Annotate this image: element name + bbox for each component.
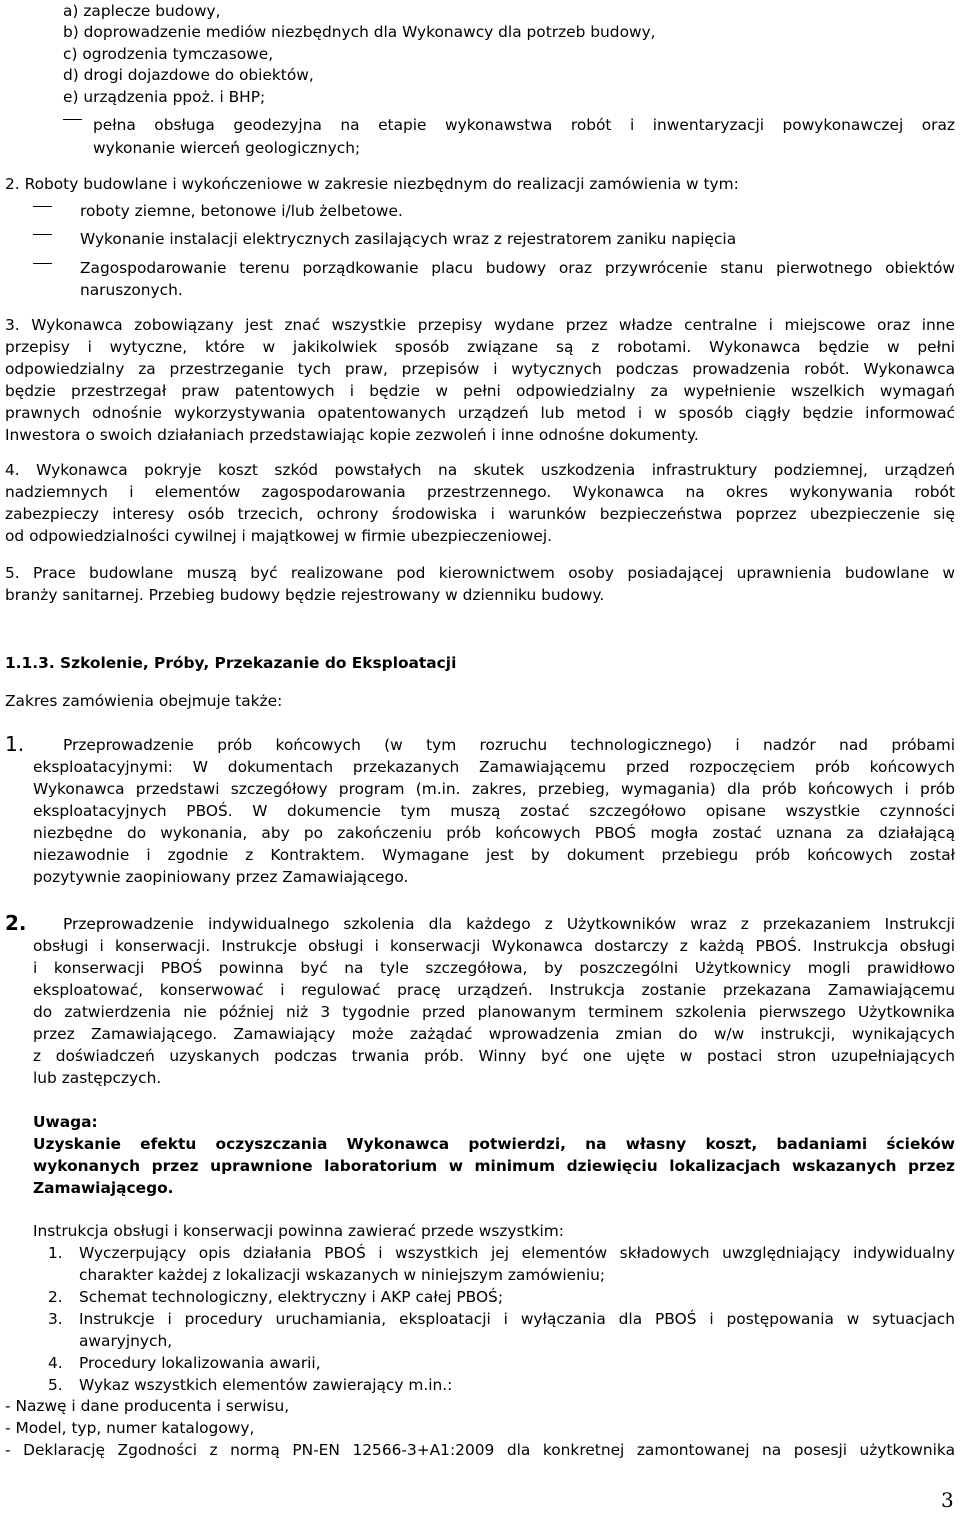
dash-bullet	[33, 263, 52, 264]
paragraph-line: 4. Wykonawca pokryje koszt szkód powstałych na skutek uszkodzenia infrastruktury podziemnej, urządzeń	[5, 461, 955, 479]
paragraph-line: 5. Prace budowlane muszą być realizowane pod kierownictwem osoby posiadającej uprawnienia budowlane w	[5, 564, 955, 582]
page-number: 3	[941, 1488, 954, 1512]
paragraph-line: lub zastępczych.	[33, 1069, 162, 1087]
paragraph-line: obsługi i konserwacji. Instrukcje obsługi i konserwacji Wykonawca dostarczy z każdą PBOŚ. Instrukcja obsługi	[33, 937, 955, 955]
paragraph-line: odpowiedzialny za przestrzeganie tych praw, przepisów i wytycznych podczas prowadzenia robót. Wykonawca	[5, 360, 955, 378]
paragraph-line: przepisy i wytyczne, które w jakikolwiek sposób związane są z robotami. Wykonawca będzie w pełni	[5, 338, 955, 356]
list-item: charakter każdej z lokalizacji wskazanych w niniejszym zamówieniu;	[79, 1266, 606, 1284]
note-line: Zamawiającego.	[33, 1179, 174, 1197]
paragraph-line: Przeprowadzenie prób końcowych (w tym rozruchu technologicznego) i nadzór nad próbami	[63, 736, 955, 754]
paragraph-line: zabezpieczy interesy osób trzecich, ochrony środowiska i warunków bezpieczeństwa poprzez ubezpieczenie się	[5, 505, 955, 523]
list-item: a) zaplecze budowy,	[63, 2, 221, 20]
paragraph-line: Przeprowadzenie indywidualnego szkolenia dla każdego z Użytkowników wraz z przekazaniem Instrukcji	[63, 915, 955, 933]
list-item: naruszonych.	[80, 281, 183, 299]
list-item: Zagospodarowanie terenu porządkowanie placu budowy oraz przywrócenie stanu pierwotnego obiektów	[80, 259, 955, 277]
dash-item: - Model, typ, numer katalogowy,	[5, 1419, 255, 1437]
list-item: c) ogrodzenia tymczasowe,	[63, 45, 274, 63]
paragraph-line: eksploatować, konserwować i regulować pracę urządzeń. Instrukcja zostanie przekazana Zamawiającemu	[33, 981, 955, 999]
list-number: 3.	[48, 1310, 63, 1328]
list-item: Wyczerpujący opis działania PBOŚ i wszystkich jej elementów składowych uwzględniający indywidualny	[79, 1244, 955, 1262]
list-item: pełna obsługa geodezyjna na etapie wykonawstwa robót i inwentaryzacji powykonawczej oraz	[93, 116, 955, 134]
section-title: 1.1.3. Szkolenie, Próby, Przekazanie do Eksploatacji	[5, 654, 457, 672]
list-number: 5.	[48, 1376, 63, 1394]
paragraph-line: od odpowiedzialności cywilnej i majątkowej w firmie ubezpieczeniowej.	[5, 527, 552, 545]
list-item: Procedury lokalizowania awarii,	[79, 1354, 321, 1372]
list-number: 2.	[48, 1288, 63, 1306]
paragraph-line: przez Zamawiającego. Zamawiający może zażądać wprowadzenia zmian do w/w instrukcji, wynikających	[33, 1025, 955, 1043]
list-item: e) urządzenia ppoż. i BHP;	[63, 88, 266, 106]
list-item: b) doprowadzenie mediów niezbędnych dla Wykonawcy dla potrzeb budowy,	[63, 23, 656, 41]
paragraph-line: i konserwacji PBOŚ powinna być na tyle szczegółowa, by poszczególni Użytkownicy mogli prawidłowo	[33, 959, 955, 977]
paragraph-line: pozytywnie zaopiniowany przez Zamawiającego.	[33, 868, 409, 886]
paragraph-line: 3. Wykonawca zobowiązany jest znać wszystkie przepisy wydane przez władze centralne i miejscowe oraz inne	[5, 316, 955, 334]
list-number: 4.	[48, 1354, 63, 1372]
list-item: Instrukcje i procedury uruchamiania, eksploatacji i wyłączania dla PBOŚ i postępowania w sytuacjach	[79, 1310, 955, 1328]
note-line: wykonanych przez uprawnione laboratorium w minimum dziewięciu lokalizacjach wskazanych przez	[33, 1157, 955, 1175]
paragraph-line: będzie przestrzegał praw patentowych i będzie w pełni odpowiedzialny za wypełnienie wszelkich wymagań	[5, 382, 955, 400]
item-number: 2.	[5, 911, 27, 935]
section-heading: 2. Roboty budowlane i wykończeniowe w zakresie niezbędnym do realizacji zamówienia w tym:	[5, 175, 739, 193]
note-label: Uwaga:	[33, 1113, 98, 1131]
dash-item: - Deklarację Zgodności z normą PN-EN 12566-3+A1:2009 dla konkretnej zamontowanej na posesji użytkownika	[5, 1441, 955, 1459]
paragraph-line: eksploatacyjnych PBOŚ. W dokumencie tym muszą zostać szczegółowo opisane wszystkie czynności	[33, 802, 955, 820]
paragraph-line: z doświadczeń uzyskanych podczas trwania prób. Winny być one ujęte w postaci stron uzupełniających	[33, 1047, 955, 1065]
list-item: wykonanie wierceń geologicznych;	[93, 139, 361, 157]
note-line: Uzyskanie efektu oczyszczania Wykonawca potwierdzi, na własny koszt, badaniami ścieków	[33, 1135, 955, 1153]
dash-bullet	[63, 119, 82, 120]
list-item: Wykaz wszystkich elementów zawierający m.in.:	[79, 1376, 453, 1394]
paragraph-line: eksploatacyjnymi: W dokumentach przekazanych Zamawiającemu przed rozpoczęciem prób końcowych	[33, 758, 955, 776]
dash-item: - Nazwę i dane producenta i serwisu,	[5, 1397, 290, 1415]
list-item: awaryjnych,	[79, 1332, 173, 1350]
paragraph-line: niezawodnie i zgodnie z Kontraktem. Wymagane jest by dokument przebiegu prób końcowych został	[33, 846, 955, 864]
list-item: Schemat technologiczny, elektryczny i AKP całej PBOŚ;	[79, 1288, 504, 1306]
list-item: d) drogi dojazdowe do obiektów,	[63, 66, 314, 84]
paragraph-line: branży sanitarnej. Przebieg budowy będzie rejestrowany w dzienniku budowy.	[5, 586, 605, 604]
paragraph-line: prawnych odnośnie wykorzystywania opatentowanych urządzeń lub metod i w sposób ciągły będzie informować	[5, 404, 955, 422]
paragraph-line: Inwestora o swoich działaniach przedstawiając kopie zezwoleń i inne odnośne dokumenty.	[5, 426, 699, 444]
paragraph-line: Wykonawca przedstawi szczegółowy program (m.in. zakres, przebieg, wymagania) dla prób końcowych i prób	[33, 780, 955, 798]
list-item: roboty ziemne, betonowe i/lub żelbetowe.	[80, 202, 403, 220]
paragraph-line: nadziemnych i elementów zagospodarowania przestrzennego. Wykonawca na okres wykonywania robót	[5, 483, 955, 501]
paragraph-line: niezbędne do wykonania, aby po zakończeniu prób końcowych PBOŚ mogła zostać uznana za działającą	[33, 824, 955, 842]
dash-bullet	[33, 234, 52, 235]
paragraph-line: do zatwierdzenia nie później niż 3 tygodnie przed planowanym terminem szkolenia pierwszego Użytkownika	[33, 1003, 955, 1021]
manual-intro: Instrukcja obsługi i konserwacji powinna zawierać przede wszystkim:	[33, 1222, 564, 1240]
list-item: Wykonanie instalacji elektrycznych zasilających wraz z rejestratorem zaniku napięcia	[80, 230, 737, 248]
item-number: 1.	[5, 732, 25, 756]
list-number: 1.	[48, 1244, 63, 1262]
dash-bullet	[33, 206, 52, 207]
scope-intro: Zakres zamówienia obejmuje także:	[5, 692, 283, 710]
